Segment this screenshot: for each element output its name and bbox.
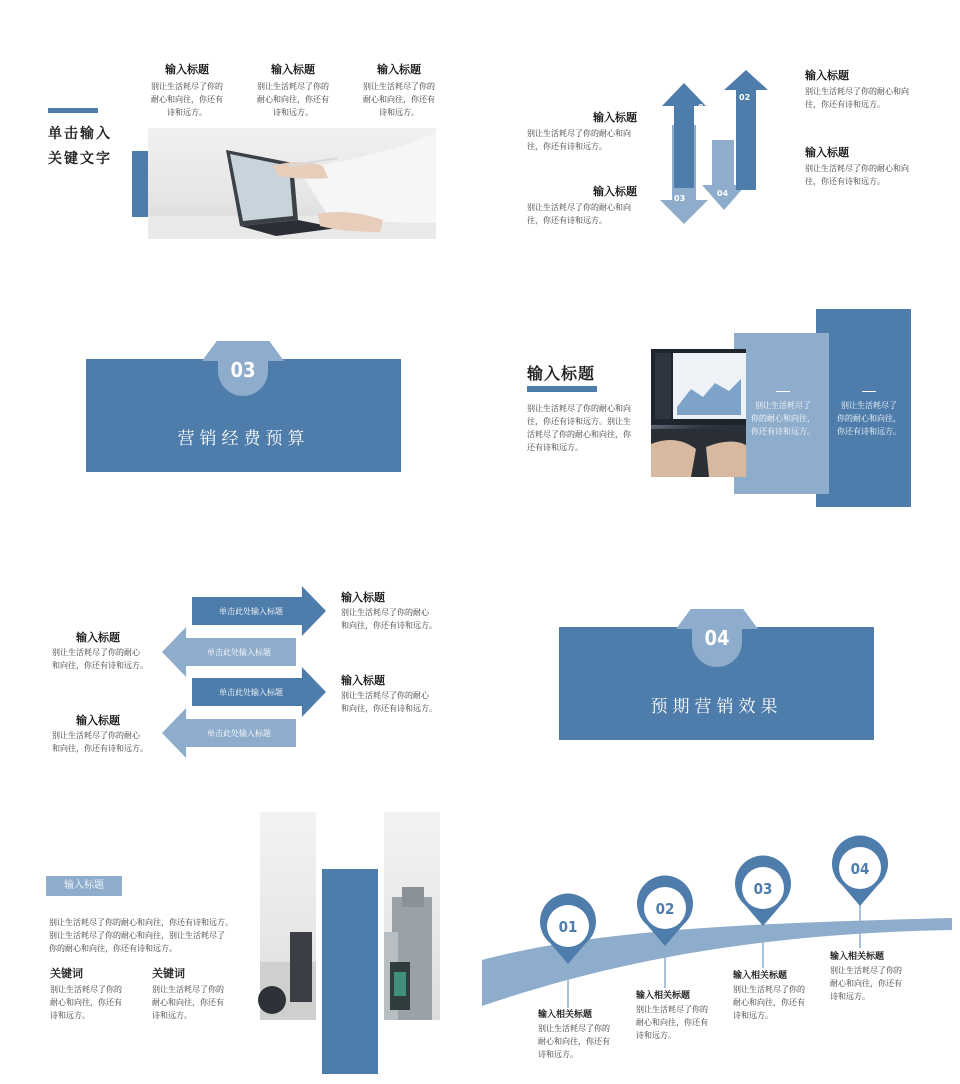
card-divider — [776, 391, 790, 392]
card-text-line: 别让生活耗尽了 — [841, 401, 897, 410]
column-text: 耐心和向往，你还有 — [363, 95, 435, 104]
card-text-line: 你还有诗和远方。 — [837, 427, 901, 436]
arrow-text: 单击此处输入标题 — [207, 729, 271, 738]
keyword-line-2: 关键文字 — [48, 151, 112, 167]
block-text: 别让生活耗尽了你的耐心 — [341, 691, 429, 700]
text-column — [244, 61, 342, 119]
tablet-photo — [148, 128, 436, 239]
block-title: 输入标题 — [805, 69, 849, 82]
block-text: 往，你还有诗和远方。 — [805, 100, 885, 109]
column-title: 输入标题 — [165, 63, 209, 76]
pin-text: 诗和远方。 — [830, 992, 870, 1001]
pin-number: 03 — [753, 880, 773, 898]
card-text-line: 你的耐心和向往， — [751, 414, 815, 423]
keyword-text: 别让生活耗尽了你的 — [50, 985, 122, 994]
arrow-text: 单击此处输入标题 — [207, 648, 271, 657]
office-illustration — [260, 812, 316, 1020]
pin-caption — [636, 988, 726, 1042]
tall-block — [322, 869, 378, 1074]
paragraph-line: 还有诗和远方。 — [527, 443, 583, 452]
paragraph-line: 别让生活耗尽了你的耐心和向 — [527, 404, 631, 413]
laptop-illustration — [651, 349, 746, 477]
paragraph-line: 往，你还有诗和远方。别让生 — [527, 417, 631, 426]
paragraph — [527, 402, 637, 454]
column-text: 诗和远方。 — [273, 108, 313, 117]
text-block — [527, 183, 637, 227]
pin-title: 输入相关标题 — [538, 1010, 593, 1020]
block-title: 输入标题 — [76, 714, 120, 727]
block-text: 别让生活耗尽了你的耐心和向 — [805, 164, 909, 173]
keyword-text: 诗和远方。 — [50, 1011, 90, 1020]
pin-title: 输入相关标题 — [733, 971, 788, 981]
pin-text: 耐心和向往，你还有 — [733, 998, 805, 1007]
section-number: 04 — [704, 626, 730, 650]
arrow-01 — [662, 83, 706, 188]
column-text: 别让生活耗尽了你的 — [363, 82, 435, 91]
column-text: 耐心和向往，你还有 — [257, 95, 329, 104]
paragraph — [49, 916, 259, 955]
text-block — [341, 672, 451, 715]
column-text: 诗和远方。 — [379, 108, 419, 117]
pin-number: 01 — [558, 918, 578, 936]
paragraph-line: 活耗尽了你的耐心和向往，你 — [527, 430, 631, 439]
block-title: 输入标题 — [593, 111, 637, 124]
column-text: 耐心和向往，你还有 — [151, 95, 223, 104]
card-text — [830, 399, 908, 438]
tag-label: 输入标题 — [46, 876, 122, 896]
paragraph-line: 别让生活耗尽了你的耐心和向往，别让生活耗尽了 — [49, 931, 225, 940]
laptop-photo — [651, 349, 746, 477]
block-text: 和向往，你还有诗和远方。 — [52, 744, 148, 753]
keyword-text: 耐心和向往，你还有 — [50, 998, 122, 1007]
block-text: 往，你还有诗和远方。 — [527, 142, 607, 151]
keyword-text: 诗和远方。 — [152, 1011, 192, 1020]
keyword-block — [50, 965, 140, 1022]
keyword-text: 耐心和向往，你还有 — [152, 998, 224, 1007]
arrow-text: 单击此处输入标题 — [219, 607, 283, 616]
heading-underline — [527, 386, 597, 392]
city-photo — [384, 812, 440, 1020]
card-text — [744, 399, 822, 438]
block-title: 输入标题 — [341, 591, 385, 604]
pin-text: 诗和远方。 — [733, 1011, 773, 1020]
pin-caption — [830, 949, 920, 1003]
pin-text: 别让生活耗尽了你的 — [830, 966, 902, 975]
card-text-line: 你还有诗和远方。 — [751, 427, 815, 436]
pin-text: 诗和远方。 — [636, 1031, 676, 1040]
section-title: 营销经费预算 — [177, 429, 310, 449]
pin-caption — [538, 1007, 628, 1061]
paragraph-line: 你的耐心和向往，你还有诗和远方。 — [49, 944, 177, 953]
arrow-label: 01 — [698, 103, 710, 112]
block-text: 别让生活耗尽了你的耐心和向 — [527, 203, 631, 212]
text-block — [527, 109, 637, 153]
block-text: 别让生活耗尽了你的耐心 — [52, 731, 140, 740]
card-text-line: 你的耐心和向往， — [837, 414, 901, 423]
text-block — [805, 144, 920, 188]
pin-text: 耐心和向往，你还有 — [538, 1037, 610, 1046]
text-block — [341, 589, 451, 632]
pin-text: 耐心和向往，你还有 — [830, 979, 902, 988]
text-block — [52, 712, 162, 755]
card-divider — [862, 391, 876, 392]
column-title: 输入标题 — [377, 63, 421, 76]
block-text: 往，你还有诗和远方。 — [805, 177, 885, 186]
keyword-block — [152, 965, 242, 1022]
office-photo — [260, 812, 316, 1020]
pin-title: 输入相关标题 — [830, 952, 885, 962]
arrow-label: 03 — [674, 194, 686, 203]
section-number: 03 — [230, 358, 256, 382]
block-text: 和向往，你还有诗和远方。 — [52, 661, 148, 670]
arrow-label: 02 — [739, 93, 751, 102]
arrow-label: 04 — [717, 189, 729, 198]
column-text: 诗和远方。 — [167, 108, 207, 117]
paragraph-line: 别让生活耗尽了你的耐心和向往，你还有诗和远方。 — [49, 918, 233, 927]
block-text: 往，你还有诗和远方。 — [527, 216, 607, 225]
block-text: 别让生活耗尽了你的耐心和向 — [527, 129, 631, 138]
keyword-line-1: 单击输入 — [48, 126, 112, 142]
process-arrows — [660, 70, 772, 226]
keyword-text: 别让生活耗尽了你的 — [152, 985, 224, 994]
pin-title: 输入相关标题 — [636, 991, 691, 1001]
text-column — [350, 61, 448, 119]
arrow-text: 单击此处输入标题 — [219, 688, 283, 697]
block-text: 和向往，你还有诗和远方。 — [341, 704, 437, 713]
pin-caption — [733, 968, 823, 1022]
block-text: 别让生活耗尽了你的耐心 — [341, 608, 429, 617]
block-text: 别让生活耗尽了你的耐心 — [52, 648, 140, 657]
heading: 输入标题 — [527, 364, 596, 383]
pin-number: 04 — [850, 860, 870, 878]
block-title: 输入标题 — [593, 185, 637, 198]
pin-text: 诗和远方。 — [538, 1050, 578, 1059]
text-column — [138, 61, 236, 119]
text-block — [52, 629, 162, 672]
block-text: 和向往，你还有诗和远方。 — [341, 621, 437, 630]
pin-text: 别让生活耗尽了你的 — [636, 1005, 708, 1014]
section-title: 预期营销效果 — [650, 697, 783, 717]
pin-text: 别让生活耗尽了你的 — [733, 985, 805, 994]
column-text: 别让生活耗尽了你的 — [151, 82, 223, 91]
text-block — [805, 67, 920, 111]
pin-text: 别让生活耗尽了你的 — [538, 1024, 610, 1033]
keyword-title: 关键词 — [152, 967, 185, 980]
block-title: 输入标题 — [341, 674, 385, 687]
column-title: 输入标题 — [271, 63, 315, 76]
block-title: 输入标题 — [805, 146, 849, 159]
tablet-illustration — [148, 128, 436, 239]
accent-bar — [48, 108, 98, 113]
keyword-title: 关键词 — [50, 967, 83, 980]
column-text: 别让生活耗尽了你的 — [257, 82, 329, 91]
block-text: 别让生活耗尽了你的耐心和向 — [805, 87, 909, 96]
block-title: 输入标题 — [76, 631, 120, 644]
pin-text: 耐心和向往，你还有 — [636, 1018, 708, 1027]
pin-number: 02 — [655, 900, 675, 918]
city-illustration — [384, 812, 440, 1020]
card-text-line: 别让生活耗尽了 — [755, 401, 811, 410]
